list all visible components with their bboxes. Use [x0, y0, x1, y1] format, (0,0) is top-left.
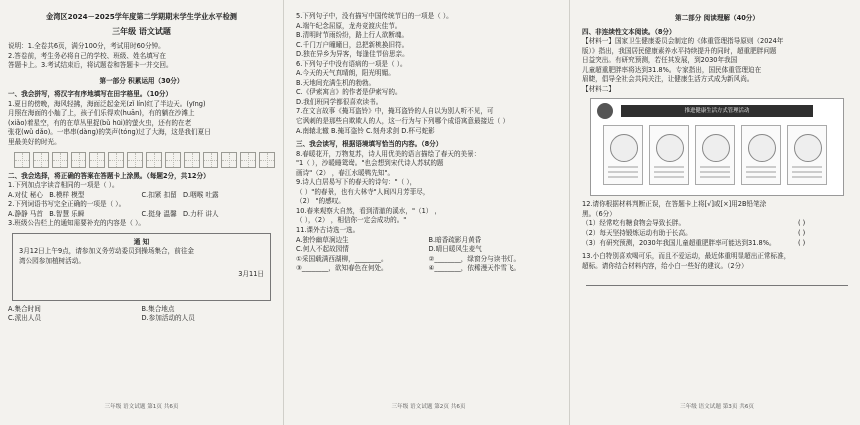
- tianzige-cell[interactable]: [127, 152, 143, 168]
- q11-blanks: [296, 255, 561, 265]
- option-d[interactable]: D.咽喉 吐露: [182, 190, 219, 199]
- q12-statement: （2）每天坚持锻炼运动有助于长高。: [582, 229, 692, 238]
- cartoon-figure-icon: [610, 134, 638, 162]
- option-line[interactable]: C.《伊索寓言》的作者是伊索写的。: [296, 88, 402, 97]
- q1-text-line: 1.夏日的傍晚，海风轻拂，海面泛起金光(zǐ lín)红了半边天。(yīng): [8, 99, 206, 108]
- page-footer: 三年级 语文试题 第2页 共6页: [391, 403, 466, 410]
- option-a[interactable]: A.对仗 秘心: [8, 190, 43, 199]
- material-1-line: 日益突出。有研究预测，若任其发展，到2030年我国: [582, 56, 738, 65]
- tianzige-cell[interactable]: [146, 152, 162, 168]
- q7-options[interactable]: A.南辕北辙 B.掩耳盗铃 C.刻舟求剑 D.杯弓蛇影: [296, 126, 435, 135]
- q2-3-options: [8, 314, 275, 324]
- text-line: [746, 166, 776, 168]
- notice-title: 通 知: [133, 237, 150, 246]
- tianzige-cell[interactable]: [221, 152, 237, 168]
- section-4-title: 四、非连续性文本阅读。（8分）: [582, 27, 676, 36]
- option-line[interactable]: C.千门万户曈曈日，总把新桃换旧符。: [296, 40, 409, 49]
- cartoon-figure-icon: [702, 134, 730, 162]
- q11-blanks: [296, 264, 561, 274]
- cartoon-figure-icon: [656, 134, 684, 162]
- tianzige-cell[interactable]: [52, 152, 68, 168]
- q7-stem: 7.在文言故事《掩耳盗铃》中，掩耳盗铃的人自以为别人听不见，可: [296, 107, 494, 116]
- note-line: 2.答卷前，考生务必将自己的学校、班级、姓名填写在: [8, 51, 166, 60]
- q12-answer-mark[interactable]: ( ): [798, 219, 806, 228]
- q12-stem: 12.请你根据材料判断正误，在答题卡上将[√]或[×]用2B铅笔涂: [582, 200, 767, 209]
- question-2-title: 二、我会选择，将正确的答案在答题卡上涂黑。（每题2分，共12分）: [8, 171, 210, 180]
- fill-line: "1（ ），沙暖睡鸳鸯。"也会想到宋代诗人苏轼的题: [296, 159, 444, 168]
- option-b[interactable]: B.集合地点: [141, 304, 175, 313]
- infographic-panel: [741, 125, 781, 185]
- infographic-panel: [603, 125, 643, 185]
- option-d[interactable]: D.参加活动的人员: [141, 314, 195, 323]
- option-b[interactable]: B.智慧 乐瞬: [49, 209, 85, 218]
- q1-text-line: 张花(wǔ dǎo)。一串串(dàng)的笑声(tóng)过了大海，这是我们夏日: [8, 128, 211, 137]
- text-line: [654, 171, 684, 173]
- text-line: [792, 166, 822, 168]
- material-1-line: 儿童超重肥胖率将达到31.8%。专家指出，国民体重管理迫在: [582, 65, 762, 74]
- tianzige-grid: [14, 152, 275, 168]
- notice-body-line: 湾公园参加植树活动。: [19, 256, 85, 265]
- q2-1-options: [8, 191, 275, 201]
- tianzige-cell[interactable]: [89, 152, 105, 168]
- text-line: [608, 166, 638, 168]
- tianzige-cell[interactable]: [165, 152, 181, 168]
- text-line: [700, 166, 730, 168]
- option-b[interactable]: B.暗香疏影月黄昏: [428, 235, 482, 244]
- q1-text-line: 里最美好的时光。: [8, 137, 61, 146]
- page-2: [288, 0, 570, 425]
- tianzige-cell[interactable]: [108, 152, 124, 168]
- answer-line[interactable]: [586, 277, 848, 286]
- tianzige-cell[interactable]: [14, 152, 30, 168]
- tianzige-cell[interactable]: [71, 152, 87, 168]
- option-line[interactable]: A.今天的天气真晴朗，阳光明媚。: [296, 69, 395, 78]
- part-2-heading: 第二部分 阅读理解（40分）: [674, 14, 759, 22]
- option-line[interactable]: B.清明时节雨纷纷，路上行人欲断魂。: [296, 31, 409, 40]
- fill-line: （ ）"的春景，也有大林寺"人间四月芳菲尽，: [296, 187, 430, 196]
- q12-item: [582, 239, 852, 249]
- q11-options: [296, 245, 561, 255]
- blank-1[interactable]: ①采国载满西湖柳，________。: [296, 254, 388, 263]
- subject-title: 三年级 语文试题: [112, 27, 171, 37]
- option-c[interactable]: C.扣紧 扣留: [141, 190, 177, 199]
- infographic-panel: [787, 125, 827, 185]
- q13-stem-cont: 超标。请你结合材料内容，给小白一些好的建议。（2分）: [582, 261, 748, 270]
- tianzige-cell[interactable]: [33, 152, 49, 168]
- q13-stem: 13.小白特别喜欢喝可乐，而且不爱运动，最近体重明显超出正常标准，: [582, 252, 791, 261]
- option-a[interactable]: A.独怜幽草涧边生: [296, 235, 349, 244]
- q5-stem: 5.下列句子中，没有描写中国传统节日的一项是（ ）。: [296, 12, 453, 20]
- q2-2-options: [8, 210, 275, 220]
- q2-3-stem: 3.班级公告栏上的通知需要补充的内容是（ ）。: [8, 219, 145, 228]
- q12-item: [582, 229, 852, 239]
- notice-date: 3月11日: [238, 270, 264, 279]
- blank-4[interactable]: ④________，依稀漫天作雪飞。: [428, 264, 521, 273]
- q12-statement: （3）有研究预测，2030年我国儿童超重肥胖率可能达到31.8%。: [582, 238, 776, 247]
- q7-stem-cont: 它讽刺的是那些自欺欺人的人，这一行为与下列哪个成语寓意最接近（ ）: [296, 117, 510, 126]
- page-1: [0, 0, 284, 425]
- fill-line: 10.春来观察大自然，看到清澈的溪水，"（1） ，: [296, 206, 442, 215]
- page-3: [574, 0, 860, 425]
- blank-3[interactable]: ③________，欲知春色在何处。: [296, 264, 388, 273]
- q11-options: [296, 236, 561, 246]
- fill-line: 9.诗人白居易写下的春天的诗句："（ ），: [296, 178, 417, 187]
- material-1-line: 【材料一】国家卫生健康委员会制定的《体重管理指导原则（2024年: [582, 37, 784, 46]
- text-line: [654, 176, 684, 178]
- option-a[interactable]: A.静静 马首: [8, 209, 43, 218]
- page-footer: 三年级 语文试题 第1页 共6页: [104, 403, 179, 410]
- option-a[interactable]: A.集合时间: [8, 304, 41, 313]
- text-line: [746, 171, 776, 173]
- q12-answer-mark[interactable]: ( ): [798, 238, 806, 247]
- cartoon-figure-icon: [794, 134, 822, 162]
- tianzige-cell[interactable]: [240, 152, 256, 168]
- part-1-heading: 第一部分 积累运用（30分）: [99, 76, 184, 85]
- option-c[interactable]: C.派出人员: [8, 314, 42, 323]
- option-line[interactable]: D.独在异乡为异客，每逢佳节倍思亲。: [296, 50, 409, 59]
- text-line: [608, 171, 638, 173]
- notice-box: [12, 233, 271, 301]
- note-line: 说明：1.全卷共6页，满分100分，考试用时60分钟。: [8, 42, 165, 51]
- text-line: [654, 166, 684, 168]
- option-c[interactable]: C.何人不起故园情: [296, 245, 349, 254]
- option-b[interactable]: B.模样 模型: [49, 190, 85, 199]
- option-line[interactable]: B.天地间充满生机的勃勃。: [296, 78, 376, 87]
- blank-2[interactable]: ②________，绿窗分与读书灯。: [428, 254, 521, 263]
- tianzige-cell[interactable]: [203, 152, 219, 168]
- text-line: [746, 176, 776, 178]
- q1-text-line: 月照在海面的小舢了上，孩子们乐得欢(huān)，有的躺在沙滩上: [8, 109, 195, 118]
- fill-line: （ ），（2） ，相信你一定会成功的。": [296, 216, 407, 225]
- option-d[interactable]: D.晴日暖风生麦气: [428, 245, 482, 254]
- option-line[interactable]: D.我们班同学都很喜欢读书。: [296, 97, 383, 106]
- q11-stem: 11.课外古诗选一选。: [296, 226, 360, 235]
- q6-stem: 6.下列句子中没有语病的一项是（ ）。: [296, 59, 407, 68]
- question-3-title: 三、我会读写，根据语境填写恰当的内容。（8分）: [296, 140, 443, 149]
- infographic-panel: [695, 125, 735, 185]
- q12-statement: （1）经常吃有糖食物会导致长胖。: [582, 219, 686, 228]
- q12-answer-mark[interactable]: ( ): [798, 229, 806, 238]
- note-line: 答题卡上。3.考试结束后，将试题卷和答题卡一并交回。: [8, 61, 173, 70]
- tianzige-cell[interactable]: [184, 152, 200, 168]
- page-footer: 三年级 语文试题 第3页 共6页: [680, 403, 754, 410]
- exam-title: 金湾区2024－2025学年度第二学期期末学生学业水平检测: [46, 12, 237, 21]
- material-2-label: 【材料二】: [582, 84, 615, 93]
- q1-text-line: (xiǎo)着星空，有的在草丛里捉(bǔ hūi)的萤火虫，还有的在老: [8, 118, 192, 127]
- question-1-title: 一、我会拼写，将汉字有序地填写在田字格里。（10分）: [8, 90, 173, 99]
- fill-line: 画诗"（2） ，春江水暖鸭先知"。: [296, 168, 395, 177]
- fill-line: 8.春暖花开，万物复苏，诗人用优美的语言描绘了春天的美景：: [296, 149, 481, 158]
- notice-body-line: 3月12日上午9点，请参加义务劳动委员到操场集合，前往金: [19, 247, 195, 256]
- text-line: [792, 176, 822, 178]
- infographic-badge-icon: [597, 103, 613, 119]
- option-c[interactable]: C.挺身 温馨: [141, 209, 177, 218]
- text-line: [792, 171, 822, 173]
- infographic-title: 推进健康生活方式管理活动: [621, 105, 813, 117]
- tianzige-cell[interactable]: [259, 152, 275, 168]
- option-d[interactable]: D.力秆 讲人: [182, 209, 219, 218]
- fill-line: （2） "的感叹。: [296, 197, 345, 206]
- infographic-panel: [649, 125, 689, 185]
- text-line: [700, 171, 730, 173]
- q12-item: [582, 219, 852, 229]
- q12-stem-cont: 黑。（6分）: [582, 209, 616, 218]
- text-line: [700, 176, 730, 178]
- q2-1-stem: 1.下列加点字读音相同的一项是（ ）。: [8, 181, 119, 190]
- text-line: [608, 176, 638, 178]
- infographic: [590, 98, 844, 196]
- material-1-line: 眉睫，倡导全社会共同关注，让健康生活方式成为新风尚。: [582, 75, 754, 84]
- material-1-line: 版）》指出，我国居民健康素养水平持续提升的同时，超重肥胖问题: [582, 46, 777, 55]
- q2-3-options: [8, 305, 275, 315]
- q2-2-stem: 2.下列词语书写完全正确的一项是（ ）。: [8, 200, 126, 209]
- cartoon-figure-icon: [748, 134, 776, 162]
- option-line[interactable]: A.端午纪念屈原，龙舟竞渡庆佳节。: [296, 21, 402, 30]
